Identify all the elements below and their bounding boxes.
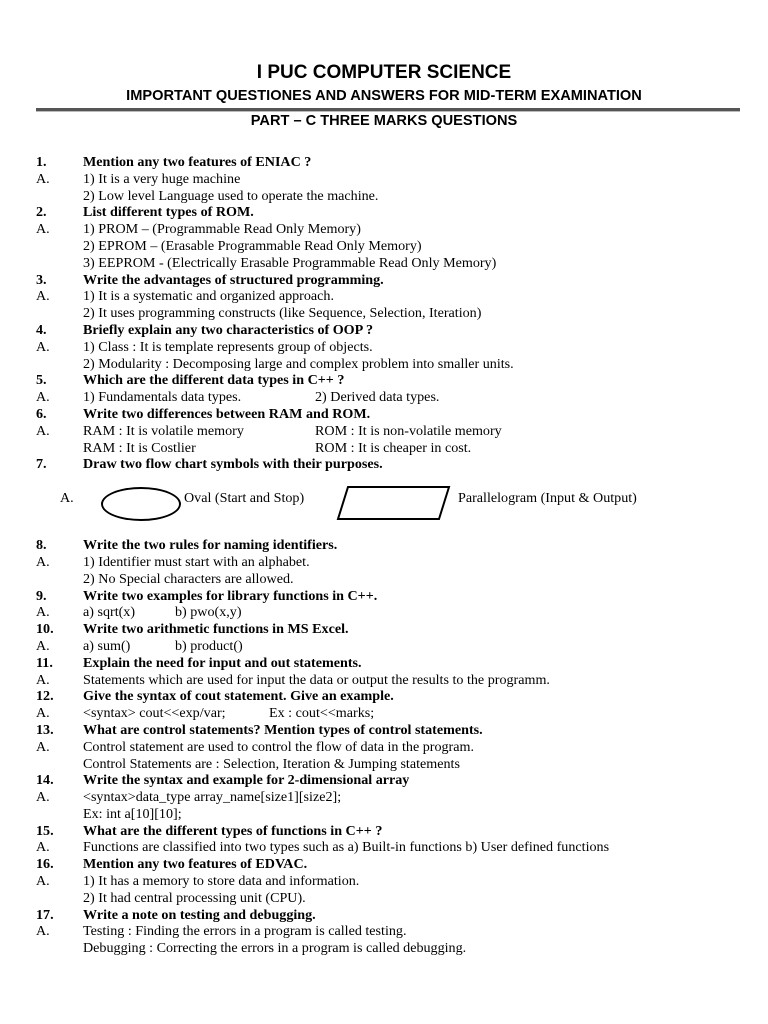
answer-text: 2) EPROM – (Erasable Programmable Read Only Memory) bbox=[83, 237, 422, 254]
answer-line bbox=[0, 604, 768, 621]
question-number: 14. bbox=[36, 772, 54, 789]
question-text: Draw two flow chart symbols with their purposes. bbox=[83, 456, 383, 473]
answer-text: RAM : It is volatile memory bbox=[83, 422, 244, 439]
question-answer-list bbox=[0, 154, 768, 957]
answer-label: A. bbox=[36, 738, 50, 755]
question-line bbox=[0, 688, 768, 705]
answer-text: Functions are classified into two types such as a) Built-in functions b) User defined functions bbox=[83, 839, 610, 856]
answer-text-col2: ROM : It is non-volatile memory bbox=[315, 422, 502, 439]
oval-symbol-label: Oval (Start and Stop) bbox=[184, 490, 305, 507]
answer-label: A. bbox=[36, 873, 50, 890]
answer-label: A. bbox=[36, 705, 50, 722]
answer-line bbox=[0, 440, 768, 457]
page-title: I PUC COMPUTER SCIENCE bbox=[256, 62, 512, 83]
answer-line bbox=[0, 739, 768, 756]
answer-line bbox=[0, 672, 768, 689]
header-divider bbox=[36, 108, 740, 112]
answer-text: 1) It is a very huge machine bbox=[83, 170, 241, 187]
answer-line bbox=[0, 789, 768, 806]
answer-line bbox=[0, 890, 768, 907]
answer-line bbox=[0, 171, 768, 188]
answer-line bbox=[0, 806, 768, 823]
question-text: What are control statements? Mention types of control statements. bbox=[83, 721, 483, 738]
answer-line bbox=[0, 305, 768, 322]
question-line bbox=[0, 772, 768, 789]
answer-label: A. bbox=[36, 389, 50, 406]
question-number: 17. bbox=[36, 906, 54, 923]
question-text: Write the syntax and example for 2-dimensional array bbox=[83, 772, 410, 789]
answer-line bbox=[0, 255, 768, 272]
answer-line bbox=[0, 339, 768, 356]
question-number: 16. bbox=[36, 856, 54, 873]
answer-text: 3) EEPROM - (Electrically Erasable Programmable Read Only Memory) bbox=[83, 254, 497, 271]
question-number: 11. bbox=[36, 654, 53, 671]
answer-text: Control Statements are : Selection, Iteration & Jumping statements bbox=[83, 755, 460, 772]
question-text: Write two differences between RAM and ROM. bbox=[83, 405, 371, 422]
question-line bbox=[0, 823, 768, 840]
section-title: PART – C THREE MARKS QUESTIONS bbox=[250, 113, 518, 129]
answer-text-col2: b) product() bbox=[175, 637, 243, 654]
answer-text: 1) Fundamentals data types. bbox=[83, 389, 242, 406]
answer-line bbox=[0, 940, 768, 957]
answer-label: A. bbox=[36, 839, 50, 856]
question-line bbox=[0, 907, 768, 924]
question-line bbox=[0, 154, 768, 171]
question-text: Mention any two features of EDVAC. bbox=[83, 856, 308, 873]
question-line bbox=[0, 372, 768, 389]
page-subtitle: IMPORTANT QUESTIONES AND ANSWERS FOR MID-TERM EXAMINATION bbox=[126, 88, 642, 104]
answer-line bbox=[0, 839, 768, 856]
answer-label: A. bbox=[36, 288, 50, 305]
answer-line bbox=[0, 554, 768, 571]
question-number: 1. bbox=[36, 154, 47, 170]
answer-line bbox=[0, 238, 768, 255]
answer-text: 1) PROM – (Programmable Read Only Memory) bbox=[83, 221, 361, 238]
question-number: 15. bbox=[36, 822, 54, 839]
question-text: Write two arithmetic functions in MS Excel. bbox=[83, 621, 349, 638]
question-text: Write the advantages of structured programming. bbox=[83, 271, 384, 288]
answer-text: Control statement are used to control the flow of data in the program. bbox=[83, 738, 474, 755]
answer-label: A. bbox=[36, 923, 50, 940]
parallelogram-symbol-label: Parallelogram (Input & Output) bbox=[458, 490, 637, 507]
answer-line bbox=[0, 756, 768, 773]
answer-line bbox=[0, 389, 768, 406]
answer-line bbox=[0, 923, 768, 940]
question-line bbox=[0, 856, 768, 873]
question-text: Which are the different data types in C++ ? bbox=[83, 372, 345, 389]
answer-text: 2) Low level Language used to operate the machine. bbox=[83, 187, 379, 204]
question-number: 10. bbox=[36, 621, 54, 638]
question-line bbox=[0, 322, 768, 339]
answer-label: A. bbox=[36, 221, 50, 238]
answer-text: 1) Class : It is template represents group of objects. bbox=[83, 338, 373, 355]
oval-symbol bbox=[101, 487, 181, 521]
question-number: 2. bbox=[36, 204, 47, 221]
answer-text: <syntax> cout<<exp/var; bbox=[83, 705, 226, 722]
question-text: List different types of ROM. bbox=[83, 204, 254, 221]
question-line bbox=[0, 272, 768, 289]
answer-text: 1) It is a systematic and organized approach. bbox=[83, 288, 334, 305]
answer-line bbox=[0, 705, 768, 722]
answer-line bbox=[0, 288, 768, 305]
answer-text: 2) Modularity : Decomposing large and complex problem into smaller units. bbox=[83, 355, 514, 372]
answer-label: A. bbox=[36, 604, 50, 621]
question-line bbox=[0, 456, 768, 473]
answer-label: A. bbox=[36, 671, 50, 688]
question-text: Briefly explain any two characteristics of OOP ? bbox=[83, 321, 374, 338]
answer-line bbox=[0, 188, 768, 205]
question-number: 8. bbox=[36, 537, 47, 554]
answer-line bbox=[0, 356, 768, 373]
parallelogram-shape bbox=[338, 487, 449, 519]
answer-text: 2) It uses programming constructs (like Sequence, Selection, Iteration) bbox=[83, 305, 482, 322]
question-text: Explain the need for input and out statements. bbox=[83, 654, 362, 671]
question-text: Write a note on testing and debugging. bbox=[83, 906, 316, 923]
question-line bbox=[0, 406, 768, 423]
answer-label: A. bbox=[36, 422, 50, 439]
answer-text: RAM : It is Costlier bbox=[83, 439, 196, 456]
question-number: 5. bbox=[36, 372, 47, 389]
answer-text: <syntax>data_type array_name[size1][size2]; bbox=[83, 789, 342, 806]
question-text: Mention any two features of ENIAC ? bbox=[83, 154, 312, 170]
answer-line bbox=[0, 873, 768, 890]
answer-label: A. bbox=[36, 637, 50, 654]
answer-text: 2) No Special characters are allowed. bbox=[83, 570, 294, 587]
answer-line bbox=[0, 571, 768, 588]
question-number: 4. bbox=[36, 321, 47, 338]
question-number: 9. bbox=[36, 587, 47, 604]
answer-line bbox=[0, 638, 768, 655]
question-line bbox=[0, 537, 768, 554]
answer-text-col2: ROM : It is cheaper in cost. bbox=[315, 439, 472, 456]
parallelogram-symbol bbox=[336, 485, 451, 521]
answer-text-col2: Ex : cout<<marks; bbox=[269, 705, 375, 722]
answer-label: A. bbox=[36, 789, 50, 806]
answer-label: A. bbox=[36, 553, 50, 570]
question-number: 12. bbox=[36, 688, 54, 705]
flowchart-symbols bbox=[0, 473, 768, 537]
question-text: Write two examples for library functions in C++. bbox=[83, 587, 378, 604]
answer-text: a) sum() bbox=[83, 637, 131, 654]
answer-line bbox=[0, 221, 768, 238]
answer-text: Debugging : Correcting the errors in a program is called debugging. bbox=[83, 940, 467, 957]
question-line bbox=[0, 588, 768, 605]
question-text: Write the two rules for naming identifiers. bbox=[83, 537, 338, 554]
answer-text-col2: 2) Derived data types. bbox=[315, 389, 440, 406]
answer-label: A. bbox=[36, 170, 50, 187]
answer-text: Testing : Finding the errors in a program is called testing. bbox=[83, 923, 407, 940]
answer-label: A. bbox=[36, 338, 50, 355]
answer-text: Ex: int a[10][10]; bbox=[83, 805, 182, 822]
answer-line bbox=[0, 423, 768, 440]
answer-text: Statements which are used for input the data or output the results to the programm. bbox=[83, 671, 550, 688]
question-number: 6. bbox=[36, 405, 47, 422]
question-line bbox=[0, 722, 768, 739]
question-number: 13. bbox=[36, 721, 54, 738]
question-number: 3. bbox=[36, 271, 47, 288]
answer-text: 1) It has a memory to store data and information. bbox=[83, 873, 360, 890]
answer-text: 1) Identifier must start with an alphabet. bbox=[83, 553, 310, 570]
question-text: Give the syntax of cout statement. Give an example. bbox=[83, 688, 394, 705]
question-number: 7. bbox=[36, 456, 47, 473]
answer-text: 2) It had central processing unit (CPU). bbox=[83, 889, 306, 906]
question-line bbox=[0, 621, 768, 638]
answer-text-col2: b) pwo(x,y) bbox=[175, 604, 242, 621]
question-text: What are the different types of functions in C++ ? bbox=[83, 822, 383, 839]
answer-text: a) sqrt(x) bbox=[83, 604, 136, 621]
question-line bbox=[0, 655, 768, 672]
question-line bbox=[0, 204, 768, 221]
answer-label: A. bbox=[60, 490, 74, 507]
